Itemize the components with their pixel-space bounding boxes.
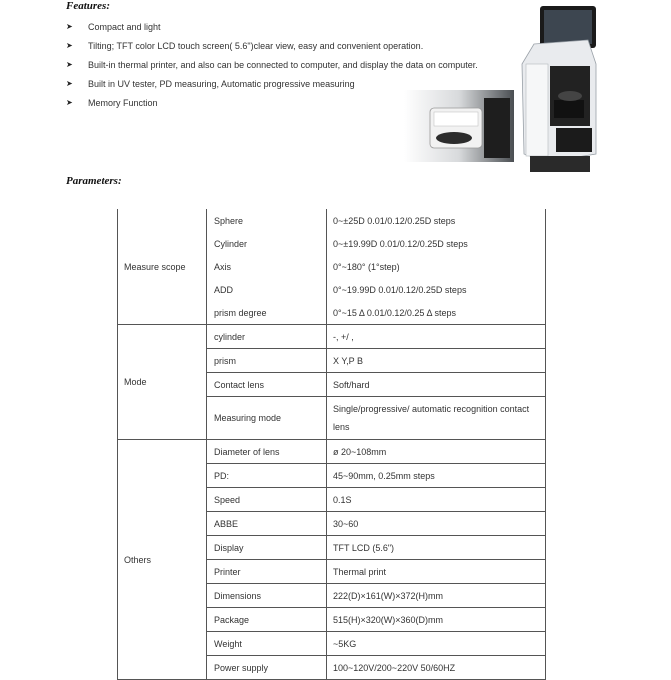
parameters-table — [117, 209, 546, 680]
feature-text: Tilting; TFT color LCD touch screen( 5.6")clear view, easy and convenient operation. — [88, 40, 424, 51]
param-name: Package — [207, 608, 327, 631]
param-name: Printer — [207, 560, 327, 583]
param-group — [118, 325, 545, 440]
table-row — [207, 608, 545, 632]
group-label: Mode — [118, 325, 207, 439]
lensmeter-device-image — [516, 4, 600, 176]
arrow-bullet-icon: ➤ — [66, 98, 73, 107]
param-name: Cylinder — [207, 232, 327, 255]
table-row — [207, 440, 545, 464]
param-name: PD: — [207, 464, 327, 487]
param-value: X Y,P B — [333, 355, 364, 366]
table-row — [207, 488, 545, 512]
param-name: Weight — [207, 632, 327, 655]
param-value: 222(D)×161(W)×372(H)mm — [333, 590, 444, 601]
group-label: Others — [118, 440, 207, 679]
table-row — [207, 464, 545, 488]
feature-item — [66, 17, 546, 36]
param-name: prism degree — [207, 301, 327, 324]
param-value: Thermal print — [333, 566, 387, 577]
table-row — [207, 232, 545, 255]
param-name: Axis — [207, 255, 327, 278]
param-value: 0~±19.99D 0.01/0.12/0.25D steps — [333, 238, 468, 249]
feature-text: Compact and light — [88, 21, 161, 32]
table-row — [207, 560, 545, 584]
param-group — [118, 209, 545, 325]
param-name: Dimensions — [207, 584, 327, 607]
param-value: Soft/hard — [333, 379, 370, 390]
table-row — [207, 373, 545, 397]
param-name: ADD — [207, 278, 327, 301]
param-group — [118, 440, 545, 679]
arrow-bullet-icon: ➤ — [66, 22, 73, 31]
arrow-bullet-icon: ➤ — [66, 41, 73, 50]
param-value: ø 20~108mm — [333, 446, 387, 457]
table-row — [207, 325, 545, 349]
param-value: 515(H)×320(W)×360(D)mm — [333, 614, 444, 625]
param-name: Display — [207, 536, 327, 559]
table-row — [207, 301, 545, 324]
arrow-bullet-icon: ➤ — [66, 60, 73, 69]
param-value: TFT LCD (5.6") — [333, 542, 395, 553]
param-value: 45~90mm, 0.25mm steps — [333, 470, 435, 481]
table-row — [207, 512, 545, 536]
param-value: 0°~19.99D 0.01/0.12/0.25D steps — [333, 284, 467, 295]
group-label: Measure scope — [118, 209, 207, 324]
param-name: cylinder — [207, 325, 327, 348]
features-heading: Features: — [66, 0, 110, 12]
param-name: prism — [207, 349, 327, 372]
param-name: Diameter of lens — [207, 440, 327, 463]
param-value: ~5KG — [333, 638, 357, 649]
table-row — [207, 255, 545, 278]
table-row — [207, 584, 545, 608]
param-name: Measuring mode — [207, 397, 327, 439]
param-value: -, +/ , — [333, 331, 354, 342]
param-value: 0°~15 Δ 0.01/0.12/0.25 Δ steps — [333, 307, 456, 318]
feature-item — [66, 36, 546, 55]
param-value: 0.1S — [333, 494, 352, 505]
feature-text: Memory Function — [88, 97, 158, 108]
feature-text: Built in UV tester, PD measuring, Automatic progressive measuring — [88, 78, 355, 89]
table-row — [207, 656, 545, 679]
param-value: 30~60 — [333, 518, 359, 529]
param-value: 0~±25D 0.01/0.12/0.25D steps — [333, 215, 456, 226]
feature-item — [66, 55, 546, 74]
param-name: Sphere — [207, 209, 327, 232]
param-value: 0°~180° (1°step) — [333, 261, 400, 272]
param-value: Single/progressive/ automatic recognition contact lens — [333, 404, 530, 432]
param-name: Contact lens — [207, 373, 327, 396]
parameters-heading: Parameters: — [66, 175, 122, 187]
table-row — [207, 278, 545, 301]
table-row — [207, 536, 545, 560]
table-row — [207, 632, 545, 656]
param-value: 100~120V/200~220V 50/60HZ — [333, 662, 456, 673]
param-name: Speed — [207, 488, 327, 511]
lens-holder-closeup-image — [404, 90, 514, 162]
param-name: ABBE — [207, 512, 327, 535]
table-row — [207, 209, 545, 232]
arrow-bullet-icon: ➤ — [66, 79, 73, 88]
table-row — [207, 397, 545, 439]
table-row — [207, 349, 545, 373]
feature-text: Built-in thermal printer, and also can be connected to computer, and display the data on computer. — [88, 59, 478, 70]
param-name: Power supply — [207, 656, 327, 679]
